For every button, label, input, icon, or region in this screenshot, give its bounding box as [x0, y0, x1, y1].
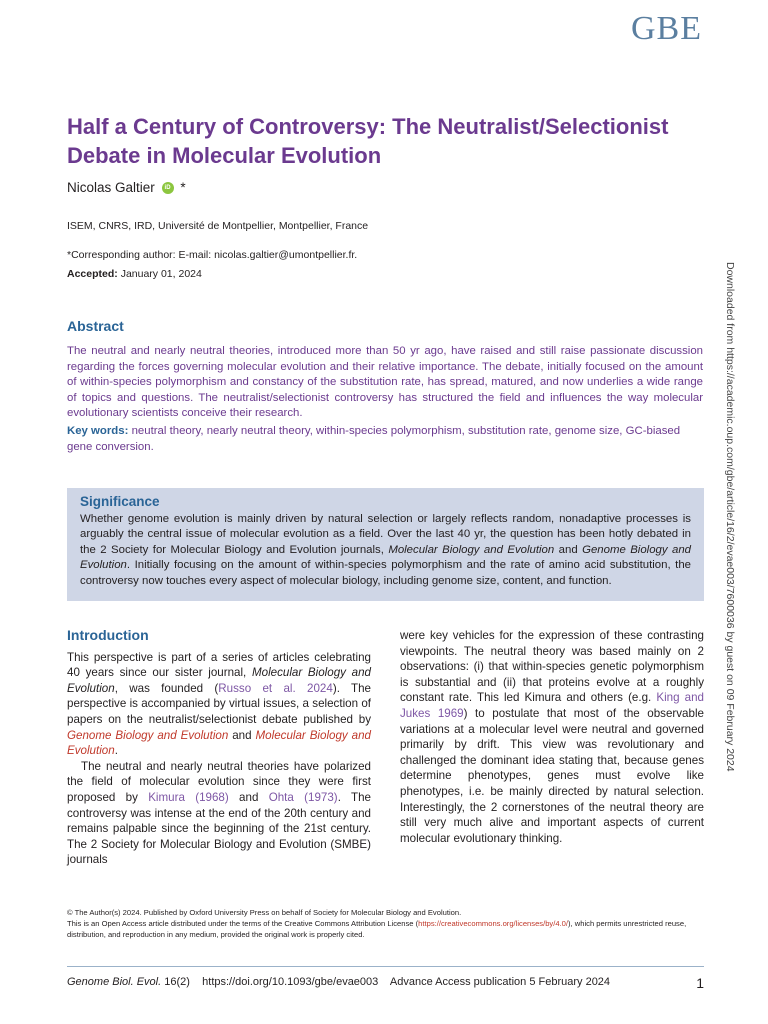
body-column-left [67, 628, 371, 868]
footer-volume: 16(2) [164, 976, 190, 988]
ref-link-russo[interactable]: Russo et al. 2024 [218, 681, 333, 695]
license-notice [67, 907, 707, 940]
download-watermark: Downloaded from https://academic.oup.com/gbe/article/16/2/evae003/7600036 by guest on 09 February 2024 [724, 262, 736, 772]
keywords [67, 424, 703, 455]
significance-box [67, 488, 704, 601]
footer-journal: Genome Biol. Evol. [67, 976, 162, 988]
accepted-date [67, 268, 202, 280]
license-url-link[interactable]: https://creativecommons.org/licenses/by/4.0/ [418, 919, 569, 928]
accepted-value: January 01, 2024 [120, 268, 202, 280]
intro-p1-text-a: This perspective is part of a series of articles celebrating 40 years since our sister journal, [67, 650, 371, 680]
abstract-text: The neutral and nearly neutral theories, introduced more than 50 yr ago, have raised and still raise passionate discussion regarding the forces governing molecular evolution and their relative importance. The debate, initially focused on the amount of within-species polymorphism and constancy of the substitution rate, has spread, matured, and now underlies a wide range of topics and questions. The neutralist/selectionist controversy has structured the field and influences the way molecular evolutionary scientists conceive their research. [67, 345, 703, 420]
author-name[interactable]: Nicolas Galtier [67, 180, 155, 195]
license-line-1: © The Author(s) 2024. Published by Oxford University Press on behalf of Society for Molecular Biology and Evolution. [67, 908, 462, 917]
intro-p1-text-c: ). The perspective is accompanied by virtual issues, a selection of papers on the neutralist/selectionist debate published by [67, 681, 371, 726]
article-title: Half a Century of Controversy: The Neutralist/Selectionist Debate in Molecular Evolution [67, 114, 669, 168]
virtual-issue-link-gbe[interactable]: Genome Biology and Evolution [67, 728, 229, 742]
license-line-2-b: ), which permits unrestricted reuse, distribution, and reproduction in any medium, provided the original work is properly cited. [67, 919, 687, 939]
corresponding-author: *Corresponding author: E-mail: nicolas.galtier@umontpellier.fr. [67, 249, 358, 261]
footer-advance-access: Advance Access publication 5 February 2024 [389, 976, 611, 988]
intro-p1-journal: Molecular Biology and Evolution [67, 666, 371, 695]
accepted-label: Accepted: [67, 268, 118, 280]
intro-p2-text-b-part2: were key vehicles for the expression of these contrasting viewpoints. The neutral theory was based mainly on 2 observations: (i) that within-species genetic polymorphism is substantial and (ii) that proteins evolve at a roughly constant rate. This led Kimura and others (e.g. [400, 629, 704, 705]
ref-link-kimura[interactable]: Kimura (1968) [148, 790, 229, 804]
virtual-issue-link-mbe[interactable]: Molecular Biology and Evolution [67, 728, 371, 758]
intro-paragraph-2-cont [400, 628, 704, 846]
significance-text-2: . Initially focusing on the amount of within-species polymorphism and the rate of amino acid substitution, the controversy now touches every aspect of molecular biology, including genome size, content, and function. [80, 559, 691, 587]
license-line-2 [67, 918, 707, 940]
footer-divider [67, 966, 704, 967]
license-line-2-a: This is an Open Access article distributed under the terms of the Creative Commons Attribution License ( [67, 919, 419, 928]
significance-and: and [554, 543, 583, 556]
intro-paragraph-1 [67, 650, 371, 759]
ref-link-king-jukes[interactable]: King and Jukes 1969 [400, 691, 704, 720]
intro-p1-and: and [228, 728, 256, 742]
intro-p1-text-d: . [114, 744, 118, 758]
keywords-list: neutral theory, nearly neutral theory, within-species polymorphism, substitution rate, genome size, GC-biased gene conversion. [67, 425, 681, 453]
significance-text-1: Whether genome evolution is mainly driven by natural selection or largely reflects random, nonadaptive processes is arguably the central issue of molecular evolution as a field. Over the last 40 yr, the question has been hotly debated in the 2 Society for Molecular Biology and Evolution journals, [80, 513, 691, 556]
affiliation: ISEM, CNRS, IRD, Université de Montpellier, Montpellier, France [67, 220, 369, 232]
significance-heading: Significance [80, 494, 160, 509]
intro-p1-text-b: , was founded ( [114, 681, 219, 695]
keywords-label: Key words: [67, 425, 129, 437]
orcid-icon[interactable]: iD [162, 182, 174, 194]
abstract-heading: Abstract [67, 318, 124, 334]
intro-p2-text-b-part1: . The controversy was intense at the end of the 20th century and remains palpable since the beginning of the 21st century. The 2 Society for Molecular Biology and Evolution (SMBE) journals [67, 790, 371, 867]
body-column-right [400, 628, 704, 846]
introduction-heading: Introduction [67, 627, 149, 643]
corresponding-marker: * [180, 180, 186, 195]
page-footer [67, 975, 704, 991]
journal-logo: GBE [631, 10, 702, 47]
intro-p2-and: and [228, 790, 269, 804]
ref-link-ohta[interactable]: Ohta (1973) [268, 790, 338, 804]
significance-journal-2: Genome Biology and Evolution [80, 543, 692, 572]
intro-p2-text-a: The neutral and nearly neutral theories have polarized the field of molecular evolution since they were first proposed by [67, 759, 371, 804]
intro-p2-text-c: ) to postulate that most of the observable variations at a molecular level were neutral and governed primarily by drift. This view was revolutionary and challenged the dominant idea stating that, because genes determine phenotypes, genes must evolve like phenotypes, i.e. be mainly directed by natural selection. Interestingly, the 2 cornerstones of the neutral theory are still very much alive and important aspects of current molecular evolutionary thinking. [400, 706, 704, 845]
intro-paragraph-2 [67, 759, 371, 868]
significance-journal-1: Molecular Biology and Evolution [388, 543, 555, 556]
page-number: 1 [696, 975, 704, 991]
author-line [67, 180, 186, 195]
significance-text [80, 512, 691, 589]
footer-doi-link[interactable]: https://doi.org/10.1093/gbe/evae003 [202, 976, 379, 988]
